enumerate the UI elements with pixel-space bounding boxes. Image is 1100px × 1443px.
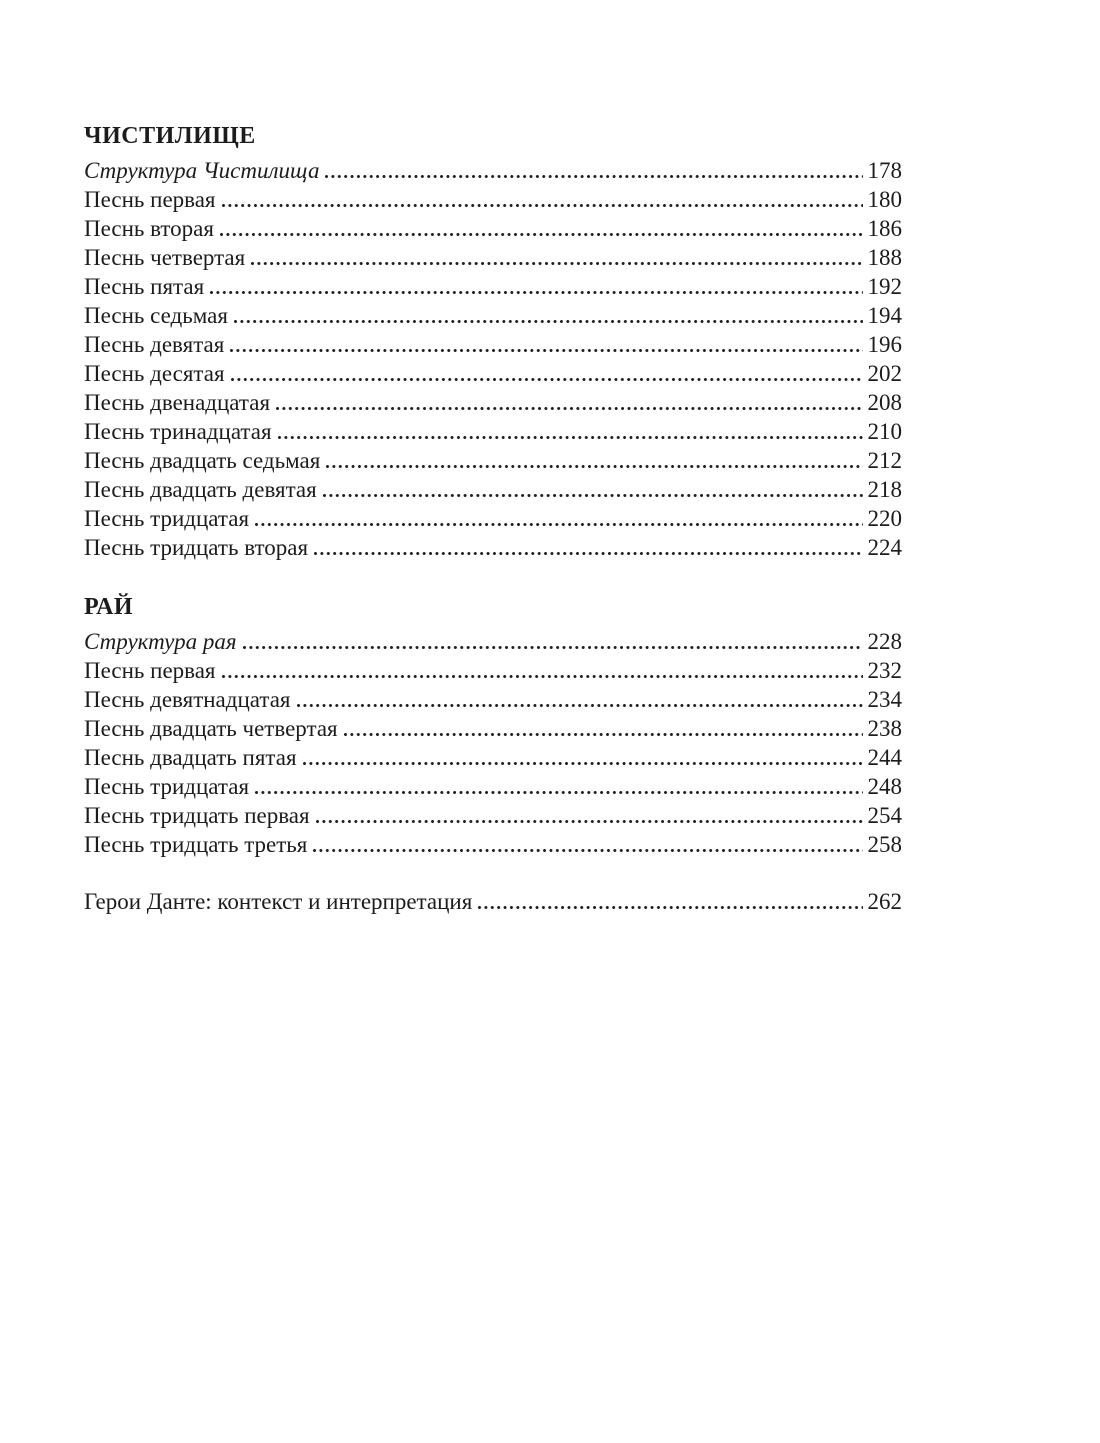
dot-leader-icon [222, 204, 863, 207]
dot-leader-icon [313, 849, 862, 852]
entry-title: Песнь десятая [84, 361, 225, 386]
dot-leader-icon [344, 733, 863, 736]
entry-title: Структура Чистилища [84, 158, 320, 183]
dot-leader-icon [255, 523, 862, 526]
entry-title: Песнь тридцать вторая [84, 535, 309, 560]
section-entries [84, 627, 902, 859]
entry-title: Песнь первая [84, 187, 216, 212]
entry-page-number: 248 [867, 774, 902, 799]
dot-leader-icon [255, 791, 862, 794]
dot-leader-icon [243, 646, 863, 649]
toc-entry [84, 714, 902, 743]
entry-title: Песнь тринадцатая [84, 419, 272, 444]
entry-title: Песнь двадцать девятая [84, 477, 317, 502]
dot-leader-icon [297, 704, 863, 707]
toc-entry [84, 330, 902, 359]
entry-page-number: 186 [867, 216, 902, 241]
entry-page-number: 244 [867, 745, 902, 770]
section-entries [84, 156, 902, 562]
entry-page-number: 228 [867, 629, 902, 654]
toc-entry [84, 627, 902, 656]
toc-entry [84, 214, 902, 243]
entry-title: Песнь тридцать первая [84, 803, 310, 828]
entry-title: Песнь первая [84, 658, 216, 683]
toc-entry [84, 656, 902, 685]
entry-title: Песнь вторая [84, 216, 214, 241]
entry-title: Песнь двенадцатая [84, 390, 271, 415]
entry-page-number: 232 [867, 658, 902, 683]
toc-entry [84, 301, 902, 330]
dot-leader-icon [278, 436, 863, 439]
entry-title: Песнь пятая [84, 274, 205, 299]
dot-leader-icon [314, 552, 862, 555]
dot-leader-icon [220, 233, 863, 236]
entry-title: Песнь двадцать пятая [84, 745, 297, 770]
entry-page-number: 224 [867, 535, 902, 560]
toc-entry [84, 685, 902, 714]
dot-leader-icon [251, 262, 862, 265]
toc-entry [84, 504, 902, 533]
dot-leader-icon [303, 762, 863, 765]
entry-page-number: 220 [867, 506, 902, 531]
entry-title: Песнь девятая [84, 332, 225, 357]
section-header: РАЙ [84, 594, 134, 620]
entry-page-number: 258 [867, 832, 902, 857]
entry-page-number: 254 [867, 803, 902, 828]
dot-leader-icon [234, 320, 863, 323]
toc-entry [84, 388, 902, 417]
entry-title: Песнь четвертая [84, 245, 246, 270]
toc-entry [84, 359, 902, 388]
entry-title: Песнь тридцать третья [84, 832, 308, 857]
toc-entry [84, 446, 902, 475]
entry-page-number: 192 [867, 274, 902, 299]
entry-title: Песнь девятнадцатая [84, 687, 291, 712]
entry-page-number: 208 [867, 390, 902, 415]
dot-leader-icon [316, 820, 863, 823]
toc-entry [84, 830, 902, 859]
toc-entry [84, 533, 902, 562]
entry-page-number: 238 [867, 716, 902, 741]
entry-title: Песнь тридцатая [84, 506, 250, 531]
dot-leader-icon [210, 291, 862, 294]
toc-entry [84, 743, 902, 772]
table-of-contents [84, 122, 902, 916]
entry-title: Песнь тридцатая [84, 774, 250, 799]
dot-leader-icon [276, 407, 862, 410]
entry-page-number: 178 [867, 158, 902, 183]
toc-entry [84, 272, 902, 301]
dot-leader-icon [231, 378, 863, 381]
entry-page-number: 202 [867, 361, 902, 386]
entry-page-number: 262 [867, 889, 902, 914]
toc-section [84, 122, 902, 562]
entry-page-number: 210 [867, 419, 902, 444]
entry-page-number: 234 [867, 687, 902, 712]
toc-footer-entry [84, 887, 902, 916]
toc-entry [84, 417, 902, 446]
entry-page-number: 212 [867, 448, 902, 473]
entry-title: Структура рая [84, 629, 237, 654]
toc-section [84, 593, 902, 859]
dot-leader-icon [325, 175, 862, 178]
toc-entry [84, 156, 902, 185]
entry-page-number: 180 [867, 187, 902, 212]
toc-entry [84, 185, 902, 214]
dot-leader-icon [478, 906, 862, 909]
dot-leader-icon [222, 675, 863, 678]
book-page [84, 122, 902, 916]
section-header: ЧИСТИЛИЩЕ [84, 123, 256, 149]
dot-leader-icon [326, 465, 862, 468]
toc-entry [84, 475, 902, 504]
dot-leader-icon [323, 494, 863, 497]
entry-title: Песнь двадцать седьмая [84, 448, 321, 473]
entry-title: Герои Данте: контекст и интерпретация [84, 889, 473, 914]
toc-entry [84, 772, 902, 801]
entry-page-number: 196 [867, 332, 902, 357]
dot-leader-icon [230, 349, 862, 352]
entry-page-number: 218 [867, 477, 902, 502]
toc-entry [84, 801, 902, 830]
entry-title: Песнь седьмая [84, 303, 228, 328]
entry-title: Песнь двадцать четвертая [84, 716, 338, 741]
toc-entry [84, 243, 902, 272]
entry-page-number: 194 [867, 303, 902, 328]
entry-page-number: 188 [867, 245, 902, 270]
